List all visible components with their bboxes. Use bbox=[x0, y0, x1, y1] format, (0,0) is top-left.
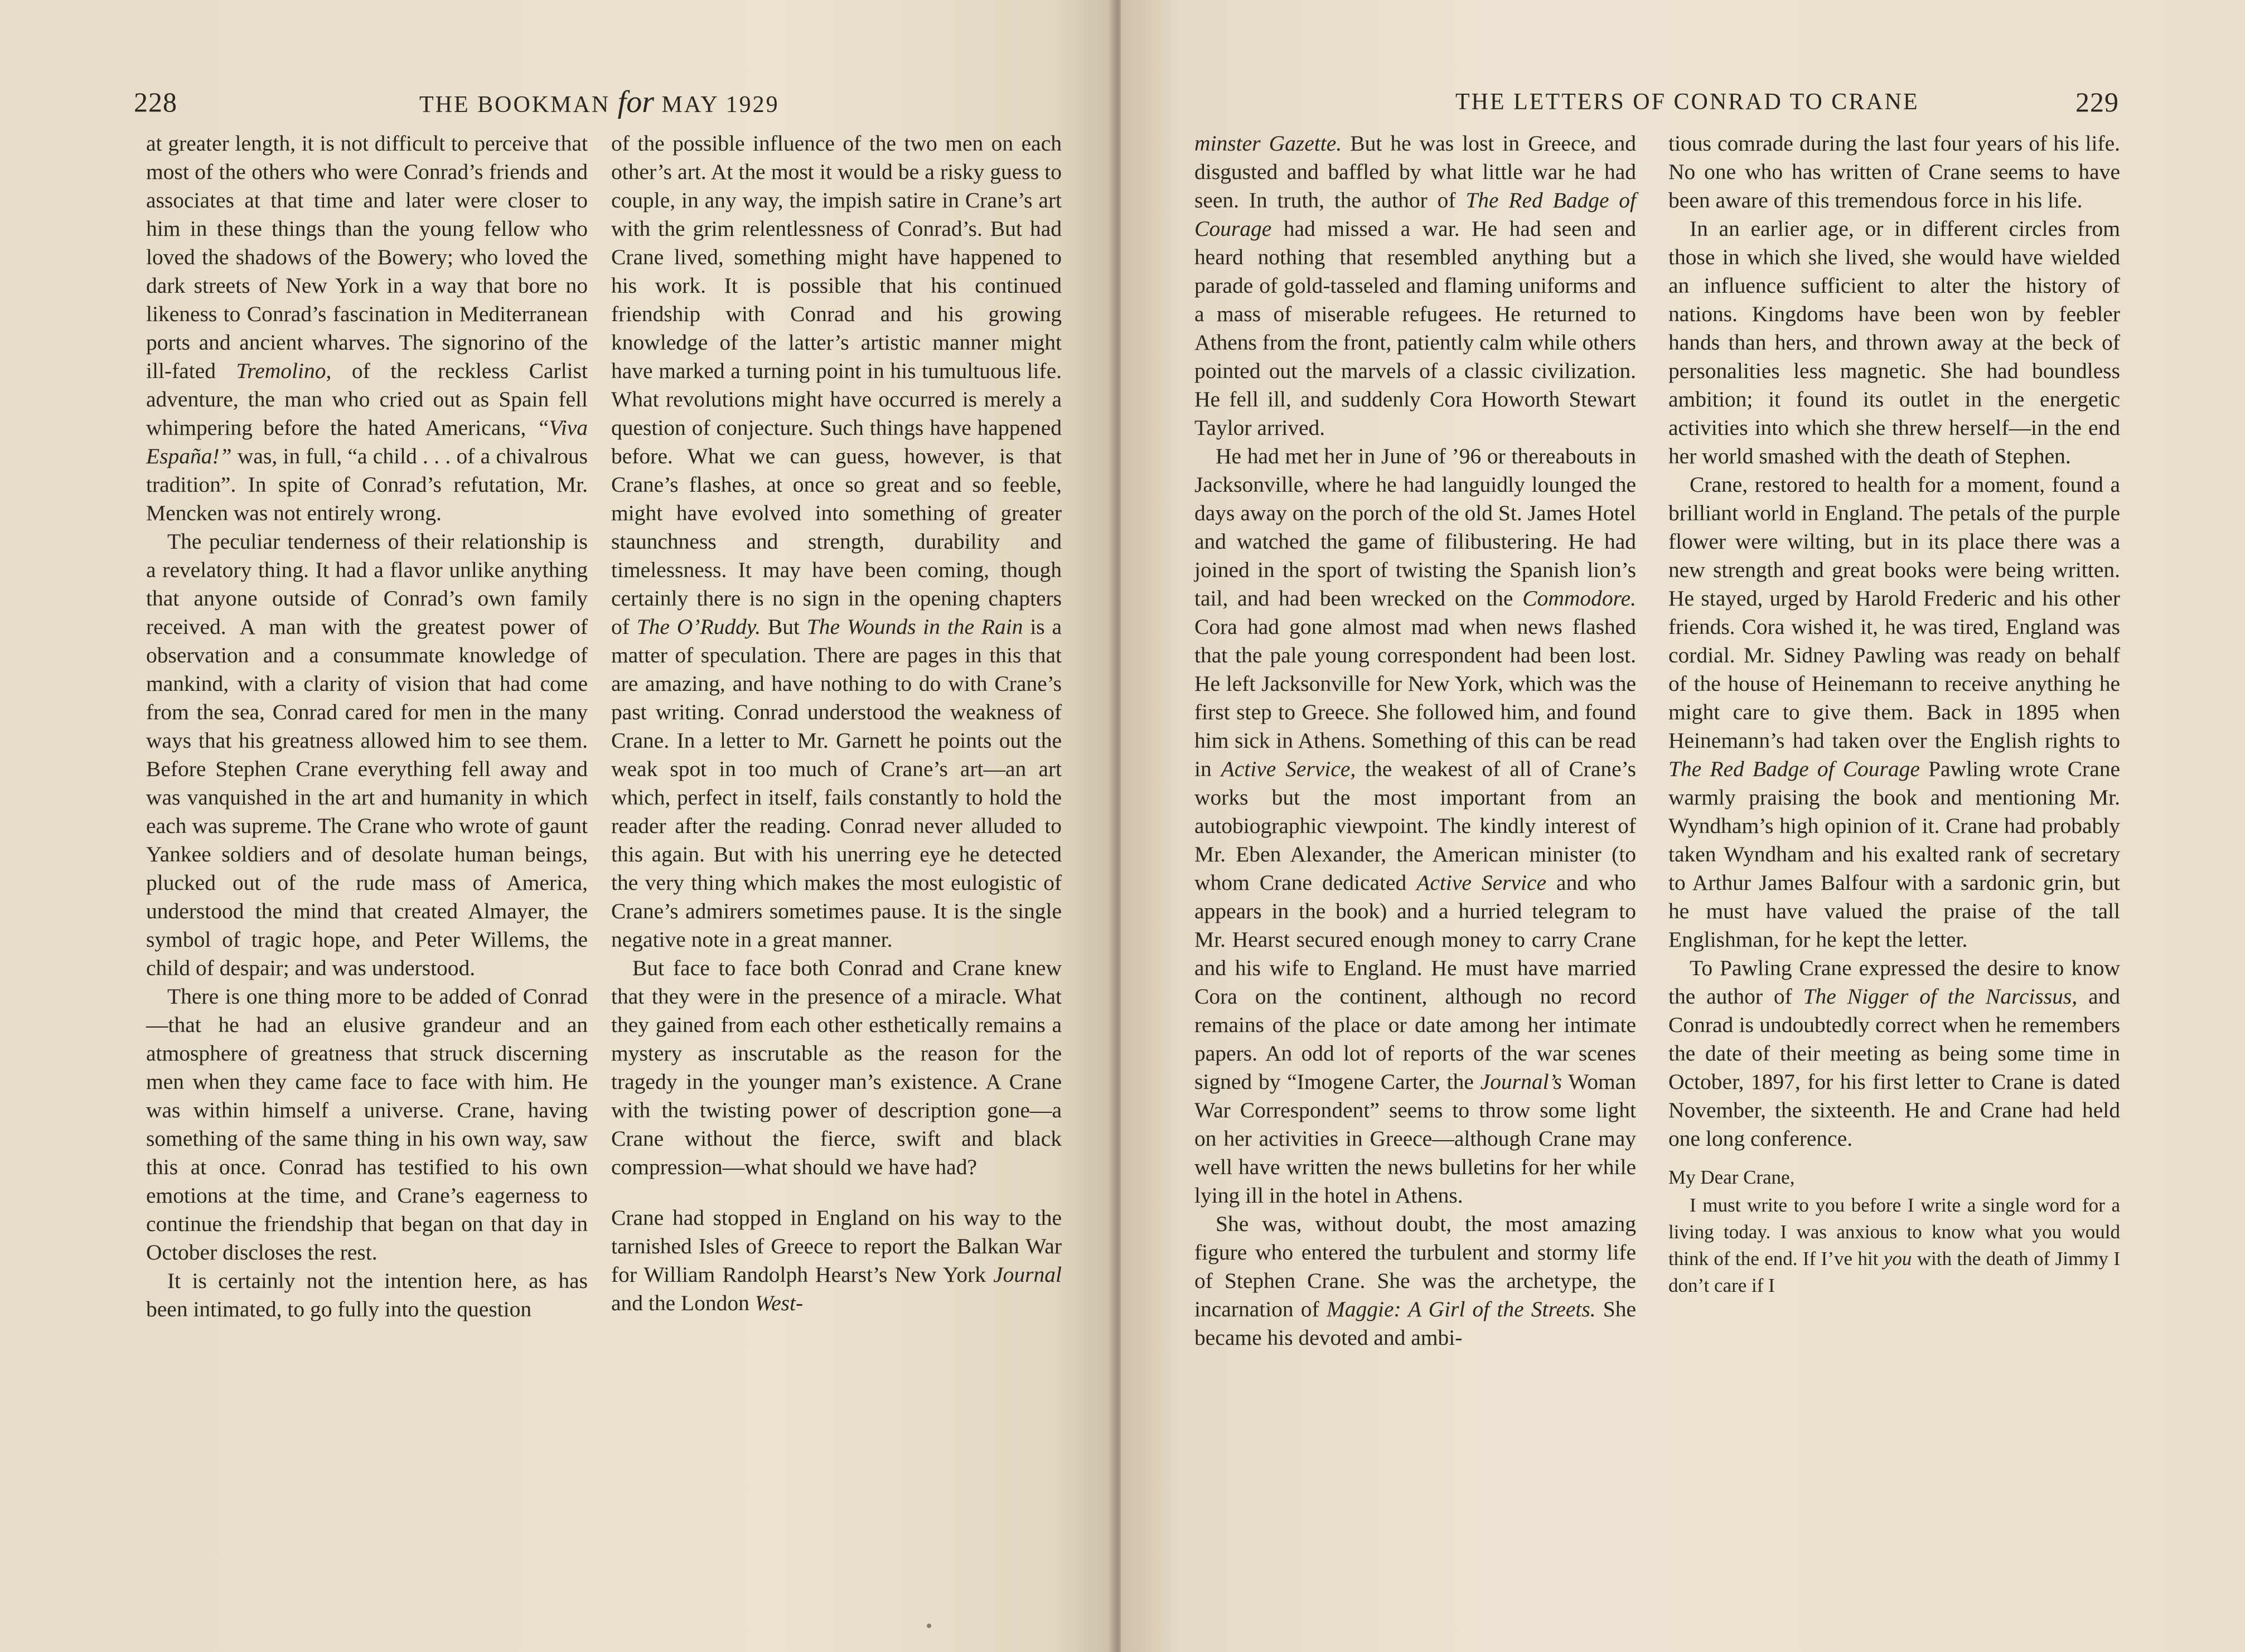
right-column-1 bbox=[1194, 129, 1636, 1485]
left-running-head bbox=[0, 77, 1115, 127]
paragraph: The peculiar tenderness of their relationship is a revelatory thing. It had a flavor unlike anything that anyone outside of Conrad’s own family received. A man with the greatest power of observation and a consummate knowledge of mankind, with a clarity of vision that had come from the sea, Conrad cared for men in the many ways that his greatness allowed him to see them. Before Stephen Crane everything fell away and was vanquished in the art and humanity in which each was supreme. The Crane who wrote of gaunt Yankee soldiers and of desolate human beings, plucked out of the rude mass of America, understood the mind that created Almayer, the symbol of tragic hope, and Peter Willems, the child of despair; and was understood. bbox=[146, 529, 588, 980]
running-head-title: THE BOOKMAN bbox=[419, 92, 611, 118]
right-running-head bbox=[1121, 77, 2245, 127]
left-page-number: 228 bbox=[134, 86, 177, 118]
page-speck bbox=[927, 1624, 931, 1628]
paragraph: Crane, restored to health for a moment, found a brilliant world in England. The petals of the purple flower were wilting, but in its place there was a new strength and great books were being written. He stayed, urged by Harold Frederic and his other friends. Cora wished it, he was tired, England was cordial. Mr. Sidney Pawling was ready on behalf of the house of Heinemann to receive anything he might care to give them. Back in 1895 when Heinemann’s had taken over the English rights to The Red Badge of Courage Pawling wrote Crane warmly praising the book and mentioning Mr. Wyndham’s high opinion of it. Crane had probably taken Wyndham and his exalted rank of secretary to Arthur James Balfour with a sardonic grin, but he must have valued the praise of the tall Englishman, for he kept the letter. bbox=[1668, 472, 2121, 952]
paragraph: She was, without doubt, the most amazing figure who entered the turbulent and stormy life of Stephen Crane. She was the archetype, the incarnation of Maggie: A Girl of the Streets. She became his devoted and ambi- bbox=[1194, 1212, 1637, 1350]
paragraph: It is certainly not the intention here, as has been intimated, to go fully into the question bbox=[146, 1268, 588, 1321]
right-column-2 bbox=[1668, 129, 2120, 1485]
paragraph: minster Gazette. But he was lost in Greece, and disgusted and baffled by what little war he had seen. In truth, the author of The Red Badge of Courage had missed a war. He had seen and heard nothing that resembled anything but a parade of gold-tasseled and flaming uniforms and a mass of miserable refugees. He returned to Athens from the front, patiently calm while others pointed out the marvels of a classic civilization. He fell ill, and suddenly Cora Howorth Stewart Taylor arrived. bbox=[1194, 131, 1637, 440]
left-column-1 bbox=[146, 129, 588, 1485]
paragraph: of the possible influence of the two men on each other’s art. At the most it would be a risky guess to couple, in any way, the impish satire in Crane’s art with the grim relentlessness of Conrad’s. But had Crane lived, something might have happened to his work. It is possible that his continued friendship with Conrad and his growing knowledge of the latter’s artistic manner might have marked a turning point in his tumultuous life. What revolutions might have occurred is merely a question of conjecture. Such things have happened before. What we can guess, however, is that Crane’s flashes, at once so great and so feeble, might have evolved into something of greater staunchness and strength, durability and timelessness. It may have been coming, though certainly there is no sign in the opening chapters of The O’Ruddy. But The Wounds in the Rain is a matter of speculation. There are pages in this that are amazing, and have nothing to do with Crane’s past writing. Conrad understood the weakness of Crane. In a letter to Mr. Garnett he points out the weak spot in too much of Crane’s art—an art which, perfect in itself, fails constantly to hold the reader after the reading. Conrad never alluded to this again. But with his unerring eye he detected the very thing which makes the most eulogistic of Crane’s admirers sometimes pause. It is the single negative note in a great manner. bbox=[611, 131, 1062, 952]
paragraph: But face to face both Conrad and Crane knew that they were in the presence of a miracle. What they gained from each other esthetically remains a mystery as inscrutable as the reason for the tragedy in the younger man’s existence. A Crane with the twisting power of description gone—a Crane without the fierce, swift and black compression—what should we have had? bbox=[611, 956, 1062, 1179]
paragraph: Crane had stopped in England on his way to the tarnished Isles of Greece to report the Balkan War for William Randolph Hearst’s New York Journal and the London West- bbox=[611, 1205, 1062, 1315]
paragraph: There is one thing more to be added of Conrad—that he had an elusive grandeur and an atmosphere of greatness that struck discerning men when they came face to face with him. He was within himself a universe. Crane, having something of the same thing in his own way, saw this at once. Conrad has testified to his own emotions at the time, and Crane’s eagerness to continue the friendship that began on that day in October discloses the rest. bbox=[146, 984, 588, 1265]
letter-salutation: My Dear Crane, bbox=[1668, 1166, 1795, 1188]
paragraph: In an earlier age, or in different circles from those in which she lived, she would have wielded an influence sufficient to alter the history of nations. Kingdoms have been won by feebler hands than hers, and thrown away at the beck of personalities less magnetic. She had boundless ambition; it found its outlet in the energetic activities into which she threw herself—in the end her world smashed with the death of Stephen. bbox=[1668, 216, 2120, 468]
paragraph: at greater length, it is not difficult to perceive that most of the others who were Conrad’s friends and associates at that time and later were closer to him in these things than the young fellow who loved the shadows of the Bowery; who loved the dark streets of New York in a way that bore no likeness to Conrad’s fascination in Mediterranean ports and ancient wharves. The signorino of the ill-fated Tremolino, of the reckless Carlist adventure, the man who cried out as Spain fell whimpering before the hated Americans, “Viva España!” was, in full, “a child . . . of a chivalrous tradition”. In spite of Conrad’s refutation, Mr. Mencken was not entirely wrong. bbox=[146, 131, 588, 525]
letter-paragraph: I must write to you before I write a single word for a living today. I was anxious to know what you would think of the end. If I’ve hit you with the death of Jimmy I don’t care if I bbox=[1668, 1194, 2121, 1296]
running-head-date: MAY 1929 bbox=[661, 92, 780, 118]
running-head-for: for bbox=[617, 85, 655, 119]
left-running-title bbox=[419, 77, 780, 130]
left-page bbox=[0, 0, 1115, 1652]
quoted-letter bbox=[1668, 1164, 2120, 1299]
right-page bbox=[1121, 0, 2245, 1652]
paragraph: To Pawling Crane expressed the desire to know the author of The Nigger of the Narcissus, and Conrad is undoubtedly correct when he remembers the date of their meeting as being some time in October, 1897, for his first letter to Crane is dated November, the sixteenth. He and Crane had held one long conference. bbox=[1668, 956, 2121, 1151]
paragraph: tious comrade during the last four years of his life. No one who has written of Crane seems to have been aware of this tremendous force in his life. bbox=[1668, 131, 2120, 212]
right-page-number: 229 bbox=[2075, 86, 2119, 118]
left-column-2 bbox=[611, 129, 1062, 1485]
right-running-title: THE LETTERS OF CONRAD TO CRANE bbox=[1455, 89, 1919, 115]
paragraph: He had met her in June of ’96 or thereabouts in Jacksonville, where he had languidly lounged the days away on the porch of the old St. James Hotel and watched the game of filibustering. He had joined in the sport of twisting the Spanish lion’s tail, and had been wrecked on the Commodore. Cora had gone almost mad when news flashed that the pale young correspondent had been lost. He left Jacksonville for New York, which was the first step to Greece. She followed him, and found him sick in Athens. Something of this can be read in Active Service, the weakest of all of Crane’s works but the most important from an autobiographic viewpoint. The kindly interest of Mr. Eben Alexander, the American minister (to whom Crane dedicated Active Service and who appears in the book) and a hurried telegram to Mr. Hearst secured enough money to carry Crane and his wife to England. He must have married Cora on the continent, although no record remains of the place or date among her intimate papers. An odd lot of reports of the war scenes signed by “Imogene Carter, the Journal’s Woman War Correspondent” seems to throw some light on her activities in Greece—although Crane may well have written the news bulletins for her while lying ill in the hotel in Athens. bbox=[1194, 444, 1637, 1208]
